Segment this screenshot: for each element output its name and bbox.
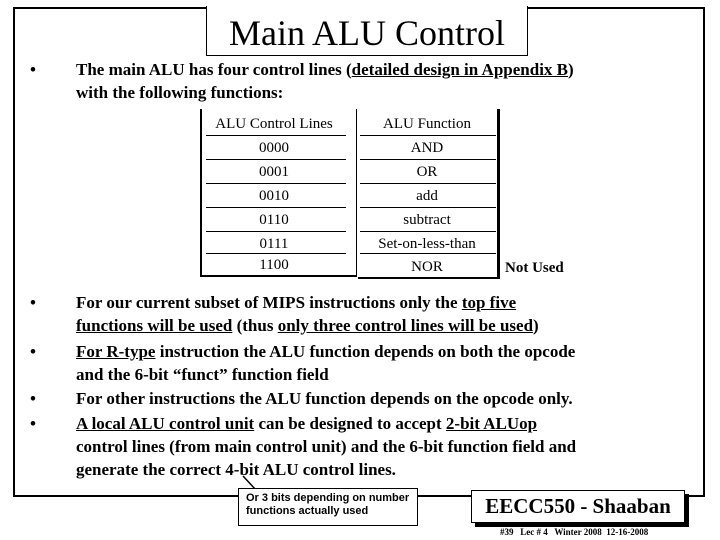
bullet-line3: generate the correct 4-bit ALU control lines.: [76, 460, 396, 479]
table-row-lines: 0001: [259, 164, 289, 180]
table-row-function: AND: [410, 140, 444, 156]
r-type-highlight: For R-type: [76, 342, 156, 361]
bullet-text-a: For our current subset of MIPS instructions only the: [76, 293, 462, 312]
table-row-lines: 0111: [259, 236, 289, 252]
aluop-highlight: 2-bit ALUop: [445, 414, 538, 433]
row-separator: [360, 135, 496, 136]
bullet-text-c: ): [533, 316, 539, 335]
intro-text-b: ): [568, 60, 574, 79]
intro-line2: with the following functions:: [76, 83, 284, 102]
slide-footer: #39 Lec # 4 Winter 2008 12-16-2008: [500, 527, 649, 537]
table-row-lines: 0010: [259, 188, 289, 204]
page-title: Main ALU Control: [229, 13, 505, 53]
row-separator: [206, 207, 346, 208]
table-row-function: NOR: [411, 259, 443, 275]
row-separator: [206, 253, 346, 254]
bullet-top-five: [76, 291, 539, 337]
appendix-reference: detailed design in Appendix B: [351, 60, 568, 79]
row-separator: [360, 231, 496, 232]
bullet-local-alu-control: [76, 412, 576, 481]
callout-note: [238, 488, 418, 526]
row-separator: [206, 231, 346, 232]
local-alu-highlight: A local ALU control unit: [76, 414, 255, 433]
bullet-other-instructions: For other instructions the ALU function depends on the opcode only.: [76, 389, 573, 408]
bullet-line2: and the 6-bit “funct” function field: [76, 365, 329, 384]
bullet-dot: •: [30, 414, 36, 433]
bullet-dot: •: [30, 389, 36, 408]
row-separator: [206, 183, 346, 184]
row-separator: [360, 183, 496, 184]
table-row-function: Set-on-less-than: [378, 236, 476, 252]
callout-line2: functions actually used: [246, 505, 369, 517]
row-separator: [360, 159, 496, 160]
table-row-function: OR: [416, 164, 438, 180]
row-separator: [206, 135, 346, 136]
table-row-lines: 1100: [259, 257, 289, 273]
table-row-function: add: [416, 188, 438, 204]
row-separator: [360, 253, 496, 254]
bullet-text-b: (thus: [232, 316, 278, 335]
header-alu-function: ALU Function: [383, 116, 471, 132]
three-lines-highlight: only three control lines will be used: [277, 316, 534, 335]
functions-used-highlight: functions will be used: [76, 316, 233, 335]
course-brand: EECC550 - Shaaban: [471, 490, 685, 523]
not-used-label: Not Used: [505, 260, 564, 276]
bullet-line2: control lines (from main control unit) and the 6-bit function field and: [76, 437, 577, 456]
callout-line1: Or 3 bits depending on number: [246, 492, 410, 504]
table-row-lines: 0110: [259, 212, 289, 228]
bullet-dot: •: [30, 342, 36, 361]
intro-text: [76, 58, 574, 104]
bullet-dot: •: [30, 60, 36, 79]
header-control-lines: ALU Control Lines: [215, 116, 333, 132]
row-separator: [206, 159, 346, 160]
table-row-function: subtract: [403, 212, 451, 228]
bullet-r-type: [76, 340, 575, 386]
bullet-dot: •: [30, 293, 36, 312]
bullet-text-a: can be designed to accept: [254, 414, 446, 433]
bullet-text-a: instruction the ALU function depends on both the opcode: [155, 342, 576, 361]
row-separator: [360, 207, 496, 208]
intro-text-a: The main ALU has four control lines (: [76, 60, 352, 79]
top-five-highlight: top five: [461, 293, 517, 312]
table-row-lines: 0000: [259, 140, 289, 156]
